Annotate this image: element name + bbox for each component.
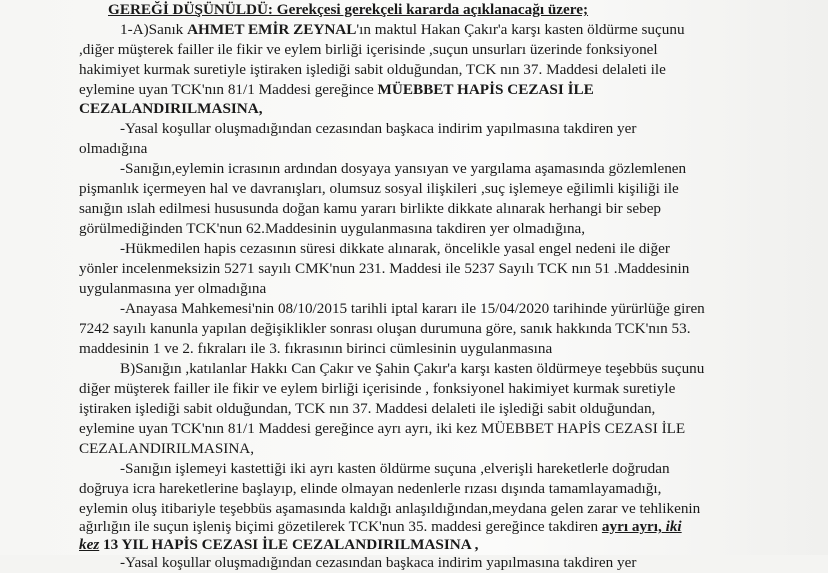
text-line: doğruya icra hareketlerine başlayıp, elinde olmayan nedenlerle rızası dışında tamamlayamadığı, bbox=[79, 480, 662, 497]
text-line: sanığın ıslah edilmesi hususunda doğan kamu yararı birlikte dikkate alınarak herhangi bir sebep bbox=[79, 200, 662, 217]
text-line bbox=[120, 20, 742, 40]
text-line: yönler incelenmeksizin 5271 sayılı CMK'nun 231. Maddesi ile 5237 Sayılı TCK nın 51 .Maddesinin bbox=[79, 260, 690, 277]
emphasis-text: iki bbox=[661, 518, 682, 535]
text-line: hakimiyet kurmak suretiyle iştiraken işlediği sabit olduğundan, TCK nın 37. Maddesi delaleti ile bbox=[79, 61, 666, 78]
text-line: -Hükmedilen hapis cezasının süresi dikkate alınarak, öncelikle yasal engel nedeni ile diğer bbox=[120, 240, 670, 257]
text-line: -Anayasa Mahkemesi'nin 08/10/2015 tarihli iptal kararı ile 15/04/2020 tarihinde yürürlüğe giren bbox=[120, 300, 705, 317]
defendant-name: AHMET EMİR ZEYNAL bbox=[187, 21, 357, 38]
text-line: uygulanmasına yer olmadığına bbox=[79, 280, 267, 297]
text-line: -Sanığın,eylemin icrasının ardından dosyaya yansıyan ve yargılama aşamasında gözlemlenen bbox=[120, 160, 687, 177]
text-segment: 1-A)Sanık bbox=[120, 21, 188, 38]
sentence-text: 13 YIL HAPİS CEZASI İLE CEZALANDIRILMASINA , bbox=[99, 536, 479, 553]
text-segment: 'ın maktul Hakan Çakır'a karşı kasten öldürme suçunu bbox=[356, 21, 685, 38]
text-line: pişmanlık içermeyen hal ve davranışları, olumsuz sosyal ilişkileri ,suç işlemeye eğilimli kişiliği ile bbox=[79, 180, 679, 197]
text-line: maddesinin 1 ve 2. fıkraları ile 3. fıkrasının birinci cümlesinin uygulanmasına bbox=[79, 340, 553, 357]
text-line: -Yasal koşullar oluşmadığından cezasından başkaca indirim yapılmasına takdiren yer bbox=[120, 554, 637, 571]
text-line: iştiraken işlediği sabit olduğundan, TCK nın 37. Maddesi delaleti ile işlediği sabit olduğundan, bbox=[79, 400, 656, 417]
text-line bbox=[79, 517, 742, 537]
text-line: görülmediğinden TCK'nun 62.Maddesinin uygulanmasına takdiren yer olmadığına, bbox=[79, 220, 586, 237]
text-line: -Sanığın işlemeyi kastettiği iki ayrı kasten öldürme suçuna ,elverişli hareketlerle doğrudan bbox=[120, 460, 670, 477]
emphasis-text: kez bbox=[79, 536, 100, 553]
text-line bbox=[79, 535, 742, 555]
text-segment: eylemine uyan TCK'nın 81/1 Maddesi gereğince bbox=[79, 81, 378, 98]
sentence-text: CEZALANDIRILMASINA, bbox=[79, 100, 263, 117]
text-line: ,diğer müşterek failler ile fikir ve eylem birliği içerisinde ,suçun unsurları üzerinde fonksiyonel bbox=[79, 41, 658, 58]
text-line: eylemin oluş itibariyle teşebbüs aşamasında kaldığı anlaşıldığından,meydana gelen zarar ve tehlikenin bbox=[79, 500, 701, 517]
sentence-text: MÜEBBET HAPİS CEZASI İLE bbox=[377, 81, 594, 98]
text-line: -Yasal koşullar oluşmadığından cezasından başkaca indirim yapılmasına takdiren yer bbox=[120, 120, 637, 137]
decision-heading: GEREĞİ DÜŞÜNÜLDÜ: Gerekçesi gerekçeli kararda açıklanacağı üzere; bbox=[108, 1, 589, 18]
text-line: CEZALANDIRILMASINA, bbox=[79, 440, 255, 457]
emphasis-text: ayrı ayrı, bbox=[601, 518, 662, 535]
text-line bbox=[79, 80, 742, 100]
text-line: eylemine uyan TCK'nın 81/1 Maddesi gereğince ayrı ayrı, iki kez MÜEBBET HAPİS CEZASI İLE bbox=[79, 420, 686, 437]
text-segment: ağırlığın ile suçun işleniş biçimi gözetilerek TCK'nun 35. maddesi gereğince takdiren bbox=[79, 518, 602, 535]
text-line: B)Sanığın ,katılanlar Hakkı Can Çakır ve Şahin Çakır'a karşı kasten öldürmeye teşebbüs suçunu bbox=[120, 360, 705, 377]
text-line: diğer müşterek failler ile fikir ve eylem birliği içerisinde , fonksiyonel hakimiyet kurmak suretiyle bbox=[79, 380, 676, 397]
text-line: 7242 sayılı kanunla yapılan değişiklikler sonrası oluşan durumuna göre, sanık hakkında TCK'nın 53. bbox=[79, 320, 691, 337]
text-line: olmadığına bbox=[79, 140, 148, 157]
